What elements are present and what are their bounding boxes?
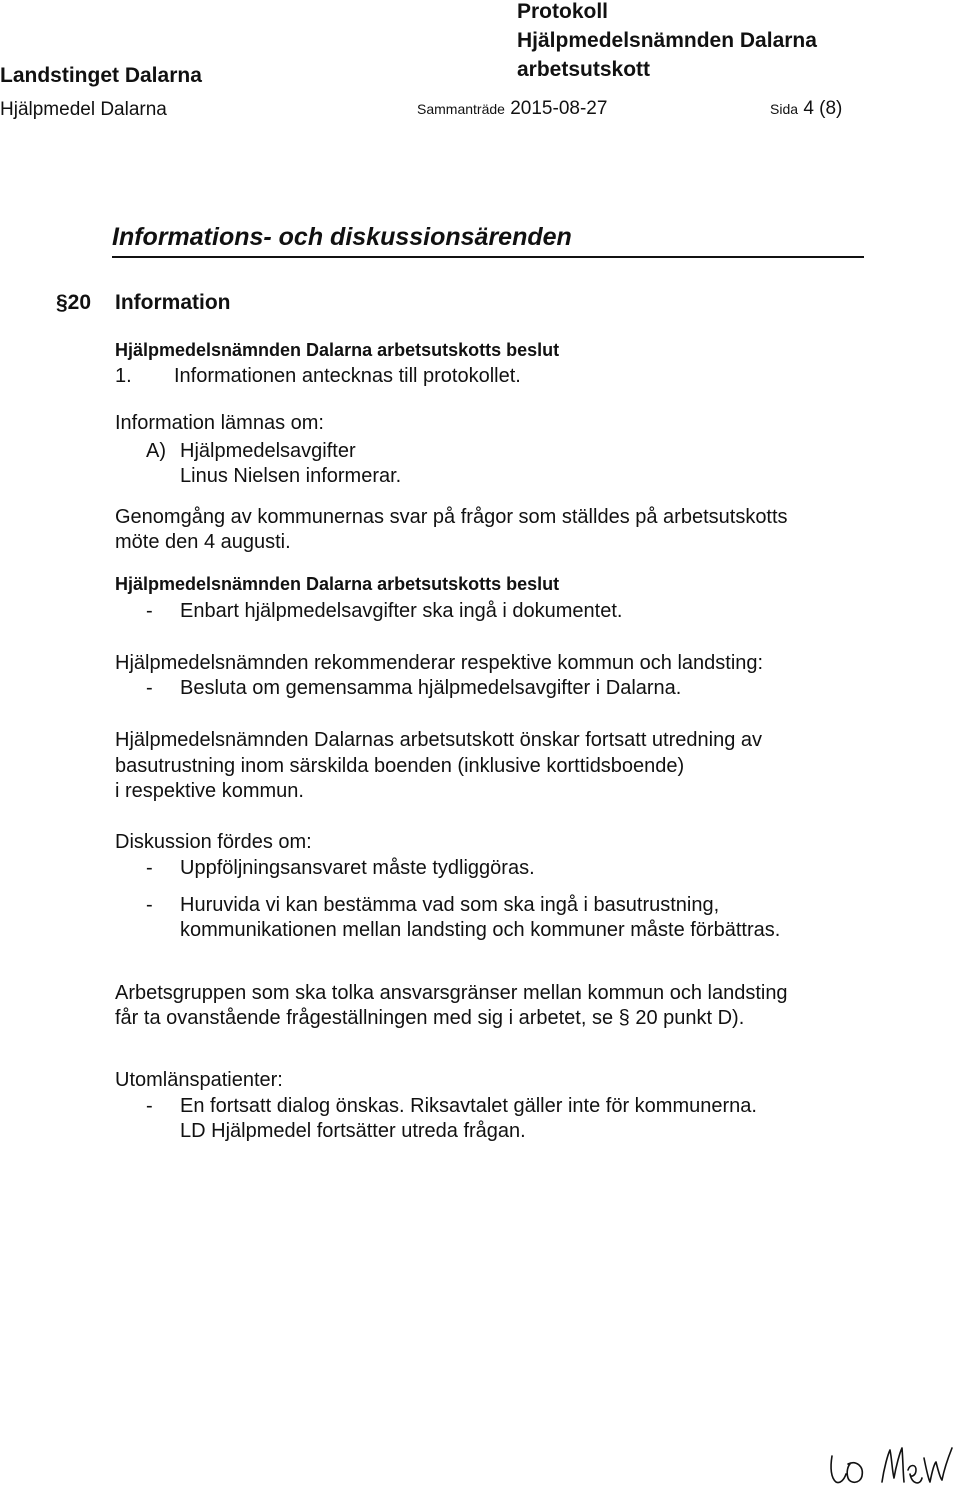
decision-2-bullet: Enbart hjälpmedelsavgifter ska ingå i dokumentet. <box>180 600 623 622</box>
decision-2-bullet-dash: - <box>146 600 153 622</box>
info-intro: Information lämnas om: <box>115 412 324 434</box>
workgroup-line-1: Arbetsgruppen som ska tolka ansvarsgränser mellan kommun och landsting <box>115 982 788 1004</box>
decision-1-text: Informationen antecknas till protokollet. <box>174 365 521 387</box>
discussion-intro: Diskussion fördes om: <box>115 831 312 853</box>
outside-bullet-dash: - <box>146 1095 153 1117</box>
item-title: Information <box>115 291 231 314</box>
outside-bullet-line-2: LD Hjälpmedel fortsätter utreda frågan. <box>180 1120 526 1142</box>
meeting-label: Sammanträde <box>417 101 505 117</box>
meeting-info <box>417 98 607 120</box>
review-line-1: Genomgång av kommunernas svar på frågor som ställdes på arbetsutskotts <box>115 506 788 528</box>
page-value: 4 (8) <box>803 98 843 119</box>
discussion-bullet-1-dash: - <box>146 857 153 879</box>
discussion-bullet-2-line-1: Huruvida vi kan bestämma vad som ska ingå i basutrustning, <box>180 894 720 916</box>
committee-name: Hjälpmedelsnämnden Dalarna <box>517 29 817 52</box>
discussion-bullet-1: Uppföljningsansvaret måste tydliggöras. <box>180 857 535 879</box>
organization-name: Landstinget Dalarna <box>0 64 202 87</box>
recommend-bullet: Besluta om gemensamma hjälpmedelsavgifter i Dalarna. <box>180 677 682 699</box>
recommend-intro: Hjälpmedelsnämnden rekommenderar respektive kommun och landsting: <box>115 652 764 674</box>
wish-line-2: basutrustning inom särskilda boenden (inklusive korttidsboende) <box>115 755 685 777</box>
doc-type: Protokoll <box>517 0 609 23</box>
decision-heading-1: Hjälpmedelsnämnden Dalarna arbetsutskotts beslut <box>115 340 560 360</box>
discussion-bullet-2-line-2: kommunikationen mellan landsting och kommuner måste förbättras. <box>180 919 781 941</box>
signature-initials <box>826 1438 958 1488</box>
subcommittee-name: arbetsutskott <box>517 58 651 81</box>
outside-intro: Utomlänspatienter: <box>115 1069 283 1091</box>
page-label: Sida <box>770 101 799 117</box>
info-a-label: A) <box>146 440 166 462</box>
section-heading <box>112 222 864 258</box>
decision-heading-2: Hjälpmedelsnämnden Dalarna arbetsutskotts beslut <box>115 574 560 594</box>
meeting-date: 2015-08-27 <box>510 98 608 119</box>
item-number: §20 <box>56 291 92 314</box>
review-line-2: möte den 4 augusti. <box>115 531 291 553</box>
wish-line-3: i respektive kommun. <box>115 780 304 802</box>
section-heading-text: Informations- och diskussionsärenden <box>112 223 572 251</box>
unit-name: Hjälpmedel Dalarna <box>0 99 167 120</box>
page-number <box>770 98 842 120</box>
info-a-title: Hjälpmedelsavgifter <box>180 440 356 462</box>
workgroup-line-2: får ta ovanstående frågeställningen med sig i arbetet, se § 20 punkt D). <box>115 1007 745 1029</box>
info-a-presenter: Linus Nielsen informerar. <box>180 465 402 487</box>
outside-bullet-line-1: En fortsatt dialog önskas. Riksavtalet gäller inte för kommunerna. <box>180 1095 757 1117</box>
wish-line-1: Hjälpmedelsnämnden Dalarnas arbetsutskott önskar fortsatt utredning av <box>115 729 763 751</box>
discussion-bullet-2-dash: - <box>146 894 153 916</box>
decision-1-number: 1. <box>115 365 132 387</box>
recommend-bullet-dash: - <box>146 677 153 699</box>
